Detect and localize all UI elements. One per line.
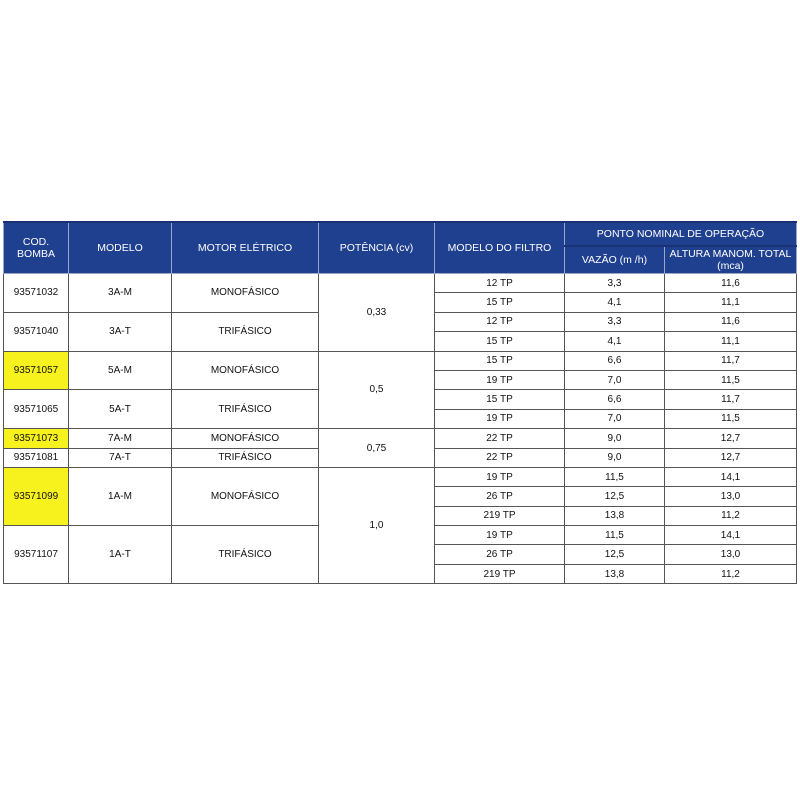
pump-code: 93571057: [4, 351, 69, 390]
flow-value: 12,5: [565, 545, 665, 564]
flow-value: 13,8: [565, 506, 665, 525]
pump-power: 0,5: [319, 351, 435, 429]
head-value: 12,7: [665, 429, 797, 448]
pump-code: 93571081: [4, 448, 69, 467]
pump-code: 93571040: [4, 312, 69, 351]
filter-model: 219 TP: [435, 564, 565, 583]
flow-value: 9,0: [565, 448, 665, 467]
flow-value: 7,0: [565, 409, 665, 428]
pump-motor: TRIFÁSICO: [172, 448, 319, 467]
header-potencia: POTÊNCIA (cv): [319, 222, 435, 274]
filter-model: 15 TP: [435, 293, 565, 312]
pump-model: 7A-T: [69, 448, 172, 467]
head-value: 11,7: [665, 351, 797, 370]
filter-model: 15 TP: [435, 390, 565, 409]
filter-model: 19 TP: [435, 370, 565, 389]
flow-value: 7,0: [565, 370, 665, 389]
pump-spec-table-wrapper: [3, 221, 796, 584]
pump-power: 0,33: [319, 274, 435, 352]
filter-model: 22 TP: [435, 429, 565, 448]
table-row: [4, 274, 797, 293]
head-value: 11,2: [665, 564, 797, 583]
flow-value: 4,1: [565, 293, 665, 312]
pump-model: 3A-M: [69, 274, 172, 313]
flow-value: 6,6: [565, 351, 665, 370]
pump-model: 1A-M: [69, 467, 172, 525]
head-value: 14,1: [665, 526, 797, 545]
flow-value: 3,3: [565, 312, 665, 331]
flow-value: 4,1: [565, 332, 665, 351]
header-modelo: MODELO: [69, 222, 172, 274]
flow-value: 9,0: [565, 429, 665, 448]
pump-code: 93571065: [4, 390, 69, 429]
pump-motor: MONOFÁSICO: [172, 429, 319, 448]
head-value: 11,6: [665, 312, 797, 331]
pump-motor: TRIFÁSICO: [172, 526, 319, 584]
head-value: 11,7: [665, 390, 797, 409]
flow-value: 12,5: [565, 487, 665, 506]
head-value: 14,1: [665, 467, 797, 486]
pump-model: 3A-T: [69, 312, 172, 351]
pump-code: 93571032: [4, 274, 69, 313]
filter-model: 15 TP: [435, 351, 565, 370]
header-cod-bomba: COD. BOMBA: [4, 222, 69, 274]
pump-spec-table: [3, 221, 797, 584]
filter-model: 15 TP: [435, 332, 565, 351]
header-ponto-nominal: PONTO NOMINAL DE OPERAÇÃO: [565, 222, 797, 246]
head-value: 11,5: [665, 409, 797, 428]
flow-value: 11,5: [565, 526, 665, 545]
head-value: 12,7: [665, 448, 797, 467]
flow-value: 11,5: [565, 467, 665, 486]
filter-model: 12 TP: [435, 274, 565, 293]
pump-model: 7A-M: [69, 429, 172, 448]
header-vazao: VAZÃO (m /h): [565, 246, 665, 274]
filter-model: 26 TP: [435, 545, 565, 564]
head-value: 11,1: [665, 332, 797, 351]
head-value: 11,2: [665, 506, 797, 525]
head-value: 13,0: [665, 487, 797, 506]
flow-value: 3,3: [565, 274, 665, 293]
head-value: 11,6: [665, 274, 797, 293]
pump-code: 93571099: [4, 467, 69, 525]
head-value: 11,1: [665, 293, 797, 312]
pump-code: 93571107: [4, 526, 69, 584]
pump-power: 1,0: [319, 467, 435, 583]
pump-motor: MONOFÁSICO: [172, 467, 319, 525]
filter-model: 26 TP: [435, 487, 565, 506]
pump-motor: TRIFÁSICO: [172, 312, 319, 351]
filter-model: 19 TP: [435, 467, 565, 486]
pump-model: 1A-T: [69, 526, 172, 584]
flow-value: 6,6: [565, 390, 665, 409]
filter-model: 19 TP: [435, 526, 565, 545]
table-row: [4, 429, 797, 448]
head-value: 11,5: [665, 370, 797, 389]
table-row: [4, 351, 797, 370]
header-modelo-filtro: MODELO DO FILTRO: [435, 222, 565, 274]
pump-power: 0,75: [319, 429, 435, 468]
head-value: 13,0: [665, 545, 797, 564]
header-motor-eletrico: MOTOR ELÉTRICO: [172, 222, 319, 274]
pump-motor: MONOFÁSICO: [172, 351, 319, 390]
header-altura-manometrica: ALTURA MANOM. TOTAL (mca): [665, 246, 797, 274]
table-row: [4, 467, 797, 486]
pump-model: 5A-T: [69, 390, 172, 429]
pump-model: 5A-M: [69, 351, 172, 390]
pump-motor: TRIFÁSICO: [172, 390, 319, 429]
filter-model: 22 TP: [435, 448, 565, 467]
flow-value: 13,8: [565, 564, 665, 583]
filter-model: 19 TP: [435, 409, 565, 428]
filter-model: 219 TP: [435, 506, 565, 525]
pump-code: 93571073: [4, 429, 69, 448]
pump-motor: MONOFÁSICO: [172, 274, 319, 313]
filter-model: 12 TP: [435, 312, 565, 331]
